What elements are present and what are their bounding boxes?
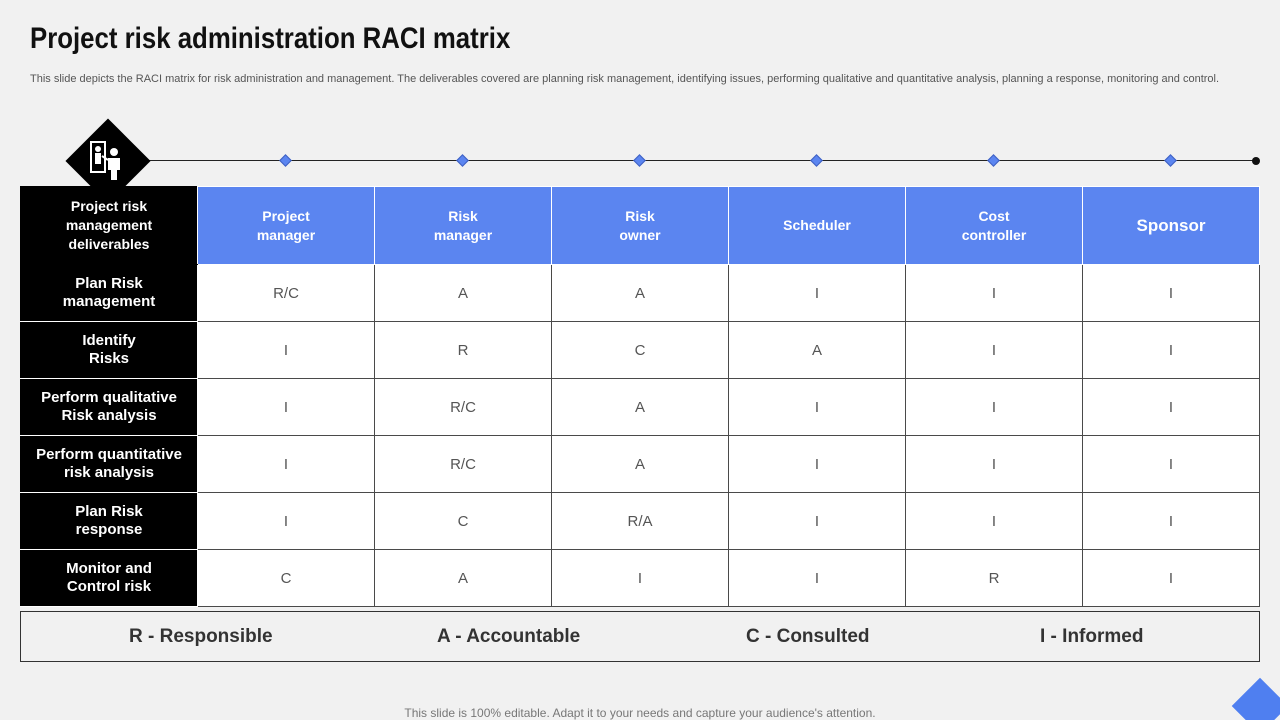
table-row <box>21 379 1260 436</box>
legend-consulted: C - Consulted <box>746 626 870 647</box>
table-row <box>21 265 1260 322</box>
role-header: Risk manager <box>375 187 552 265</box>
table-row <box>21 550 1260 607</box>
row-deliverable-label: Identify Risks <box>21 322 198 379</box>
role-header: Project manager <box>198 187 375 265</box>
row-deliverable-label: Perform quantitative risk analysis <box>21 436 198 493</box>
raci-cell: I <box>1083 265 1260 322</box>
raci-cell: A <box>552 379 729 436</box>
raci-cell: I <box>1083 436 1260 493</box>
raci-cell: I <box>729 550 906 607</box>
raci-cell: I <box>198 436 375 493</box>
raci-cell: C <box>375 493 552 550</box>
raci-cell: R <box>375 322 552 379</box>
page-title: Project risk administration RACI matrix <box>30 22 511 55</box>
raci-cell: I <box>198 379 375 436</box>
timeline-marker <box>987 154 1000 167</box>
raci-cell: R/C <box>198 265 375 322</box>
person-at-board-icon <box>88 138 128 182</box>
legend-informed: I - Informed <box>1040 626 1144 647</box>
raci-cell: I <box>1083 322 1260 379</box>
raci-cell: I <box>729 436 906 493</box>
role-header: Sponsor <box>1083 187 1260 265</box>
raci-cell: A <box>552 265 729 322</box>
raci-cell: I <box>1083 493 1260 550</box>
raci-cell: A <box>552 436 729 493</box>
timeline-decoration <box>0 120 1280 190</box>
raci-cell: I <box>729 265 906 322</box>
raci-cell: R <box>906 550 1083 607</box>
raci-cell: I <box>906 265 1083 322</box>
raci-cell: I <box>1083 550 1260 607</box>
corner-decoration <box>1232 678 1280 720</box>
table-row <box>21 436 1260 493</box>
row-deliverable-label: Perform qualitative Risk analysis <box>21 379 198 436</box>
timeline-marker <box>456 154 469 167</box>
timeline-marker <box>810 154 823 167</box>
raci-cell: R/C <box>375 379 552 436</box>
raci-cell: A <box>729 322 906 379</box>
raci-cell: I <box>198 322 375 379</box>
legend-accountable: A - Accountable <box>437 626 581 647</box>
raci-cell: R/C <box>375 436 552 493</box>
raci-cell: I <box>552 550 729 607</box>
raci-cell: I <box>906 493 1083 550</box>
raci-cell: C <box>552 322 729 379</box>
role-header: Risk owner <box>552 187 729 265</box>
footer-note: This slide is 100% editable. Adapt it to your needs and capture your audience's attention. <box>404 706 876 720</box>
raci-cell: I <box>198 493 375 550</box>
raci-cell: I <box>1083 379 1260 436</box>
table-row <box>21 322 1260 379</box>
corner-header: Project risk management deliverables <box>21 187 198 265</box>
table-header-row <box>21 187 1260 265</box>
row-deliverable-label: Monitor and Control risk <box>21 550 198 607</box>
raci-legend <box>20 611 1260 662</box>
raci-cell: A <box>375 265 552 322</box>
raci-cell: I <box>906 436 1083 493</box>
raci-cell: I <box>729 493 906 550</box>
row-deliverable-label: Plan Risk response <box>21 493 198 550</box>
role-header: Cost controller <box>906 187 1083 265</box>
slide-description: This slide depicts the RACI matrix for risk administration and management. The deliverables covered are planning risk management, identifying issues, performing qualitative and quantitative analysis, planning a response, monitoring and control. <box>30 73 1220 85</box>
timeline-line <box>140 160 1256 161</box>
raci-cell: I <box>906 322 1083 379</box>
role-header: Scheduler <box>729 187 906 265</box>
table-row <box>21 493 1260 550</box>
raci-cell: C <box>198 550 375 607</box>
legend-responsible: R - Responsible <box>129 626 273 647</box>
raci-matrix-table <box>20 186 1260 607</box>
raci-cell: I <box>729 379 906 436</box>
timeline-marker <box>633 154 646 167</box>
raci-cell: A <box>375 550 552 607</box>
timeline-end-dot <box>1252 157 1260 165</box>
row-deliverable-label: Plan Risk management <box>21 265 198 322</box>
timeline-marker <box>279 154 292 167</box>
raci-cell: R/A <box>552 493 729 550</box>
timeline-marker <box>1164 154 1177 167</box>
raci-cell: I <box>906 379 1083 436</box>
